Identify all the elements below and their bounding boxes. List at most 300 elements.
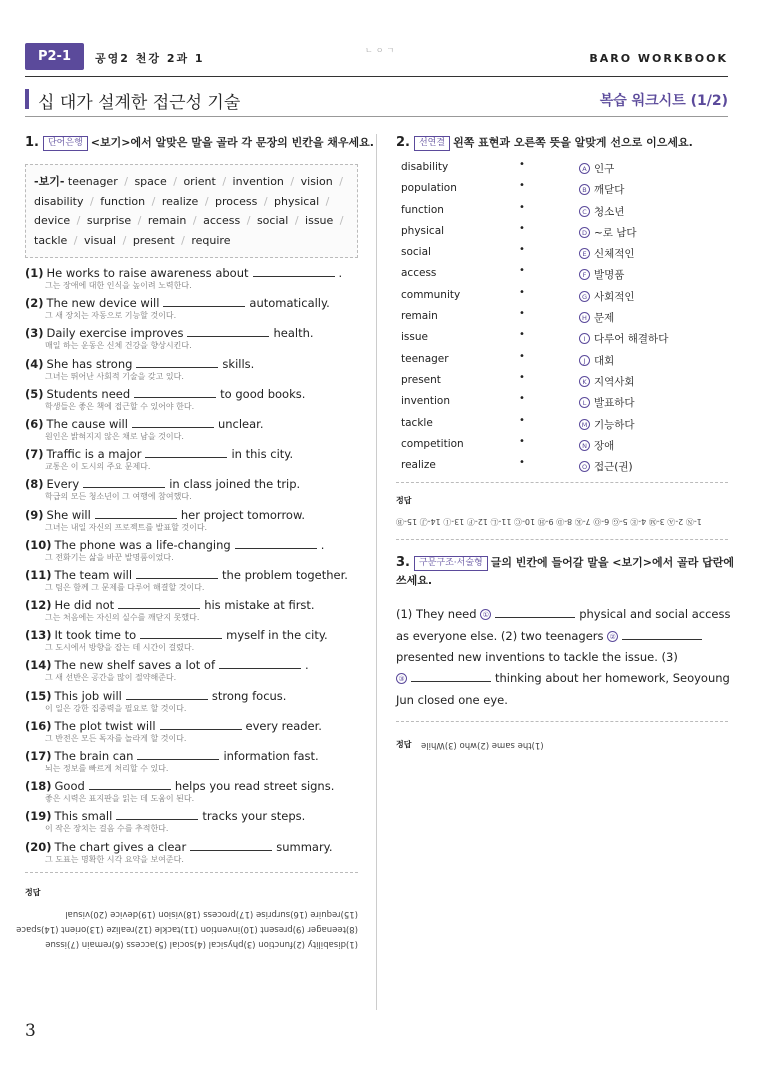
word-bank-word: invention xyxy=(232,175,284,188)
match-dot[interactable]: • xyxy=(519,286,525,298)
item-sentence xyxy=(25,689,358,704)
item-translation: 그 새 선반은 공간을 많이 절약해준다. xyxy=(45,673,177,683)
item-sentence xyxy=(25,357,358,372)
answer-blank[interactable] xyxy=(136,569,218,579)
matching-row xyxy=(396,456,728,477)
item-number: (15) xyxy=(25,688,52,703)
item-text-before: He works to raise awareness about xyxy=(46,266,249,280)
item-sentence xyxy=(25,417,358,432)
matching-row xyxy=(396,201,728,222)
item-sentence xyxy=(25,538,358,553)
word-bank-word: realize xyxy=(161,194,199,208)
item-number: (14) xyxy=(25,658,52,673)
word-separator: / xyxy=(173,175,177,188)
item-translation: 그는 처음에는 자신의 실수를 깨닫지 못했다. xyxy=(45,613,200,623)
match-meaning: 청소년 xyxy=(594,205,625,218)
match-word: population xyxy=(401,182,457,195)
match-letter[interactable]: D xyxy=(579,227,590,238)
word-separator: / xyxy=(73,233,78,247)
word-separator: / xyxy=(246,214,251,227)
title-accent xyxy=(25,89,29,109)
item-sentence xyxy=(25,719,358,734)
page-title: 십 대가 설계한 접근성 기술 xyxy=(38,93,241,113)
matching-row xyxy=(396,435,728,456)
word-bank-word: physical xyxy=(274,194,320,208)
column-divider xyxy=(376,134,377,1010)
answer-blank[interactable] xyxy=(160,720,242,730)
word-separator: / xyxy=(76,214,81,227)
word-bank-word: space xyxy=(134,175,167,188)
item-text-before: The plot twist will xyxy=(54,718,156,733)
blank-1[interactable] xyxy=(495,608,575,618)
match-meaning: 기능하다 xyxy=(594,418,635,431)
match-letter[interactable]: J xyxy=(579,355,590,366)
fill-blank-item xyxy=(25,840,358,870)
matching-row xyxy=(396,222,728,243)
answer-key-3 xyxy=(396,732,728,751)
blank-number: ② xyxy=(607,631,618,642)
match-dot[interactable]: • xyxy=(519,201,525,213)
answer-blank[interactable] xyxy=(126,690,208,700)
item-text-after: in this city. xyxy=(231,447,294,462)
passage-text: Jun closed one eye. xyxy=(396,692,508,707)
item-translation: 그 도표는 명확한 시각 요약을 보여준다. xyxy=(45,854,184,864)
word-bank-word: surprise xyxy=(86,214,132,227)
word-separator: / xyxy=(222,175,227,188)
matching-list xyxy=(396,158,728,477)
fill-blank-item xyxy=(25,658,358,688)
answer-blank[interactable] xyxy=(136,358,218,368)
match-dot[interactable]: • xyxy=(519,244,525,256)
blank-2[interactable] xyxy=(622,630,702,640)
item-text-before: The brain can xyxy=(54,749,134,763)
blank-3[interactable] xyxy=(411,672,491,682)
match-dot[interactable]: • xyxy=(519,180,525,192)
item-translation: 매일 하는 운동은 신체 건강을 향상시킨다. xyxy=(45,341,192,351)
question-2-header xyxy=(396,134,728,152)
item-number: (19) xyxy=(25,809,52,824)
match-letter[interactable]: I xyxy=(579,333,590,344)
match-dot[interactable]: • xyxy=(519,222,525,234)
match-word: realize xyxy=(401,459,436,472)
brand-label: BARO WORKBOOK xyxy=(589,52,728,65)
item-text-before: The new shelf saves a lot of xyxy=(54,658,215,673)
question-1-items xyxy=(25,266,358,870)
match-dot[interactable]: • xyxy=(519,329,525,341)
question-1-header xyxy=(25,134,374,152)
item-text-after: information fast. xyxy=(223,749,319,763)
match-letter[interactable]: A xyxy=(579,163,590,174)
item-text-after: summary. xyxy=(276,839,333,854)
match-word: competition xyxy=(401,437,464,450)
match-word: community xyxy=(401,288,461,301)
item-text-after: his mistake at first. xyxy=(204,598,315,613)
question-3-header xyxy=(396,554,735,572)
answer-line: (15)require (16)surprise (17)process (18)vision (19)device (20)visual xyxy=(65,908,358,919)
match-meaning: 깨닫다 xyxy=(594,184,625,197)
fill-blank-item xyxy=(25,266,358,296)
item-text-after: . xyxy=(320,537,325,552)
item-number: (2) xyxy=(25,296,44,311)
match-word: teenager xyxy=(401,352,449,365)
item-number: (12) xyxy=(25,598,52,613)
match-letter[interactable]: B xyxy=(579,184,590,195)
item-sentence xyxy=(25,568,358,583)
match-letter[interactable]: K xyxy=(579,376,590,387)
item-number: (20) xyxy=(25,839,52,854)
answer-divider xyxy=(396,721,728,722)
matching-row xyxy=(396,158,728,179)
match-dot[interactable]: • xyxy=(519,159,525,170)
fill-blank-item xyxy=(25,628,358,658)
title-rule xyxy=(25,116,728,117)
item-text-before: She will xyxy=(46,507,91,522)
item-sentence xyxy=(25,266,358,281)
item-translation: 그 반전은 모든 독자를 놀라게 할 것이다. xyxy=(45,733,187,743)
item-sentence xyxy=(25,628,358,643)
item-sentence xyxy=(25,296,358,311)
answer-divider xyxy=(25,872,358,873)
match-word: issue xyxy=(401,331,428,344)
passage-text: presented new inventions to tackle the issue. (3) xyxy=(396,650,678,665)
fill-blank-item xyxy=(25,538,358,568)
blank-number: ③ xyxy=(396,673,407,684)
word-separator: / xyxy=(137,214,142,227)
fill-blank-item xyxy=(25,568,358,598)
answer-line: (1)disability (2)function (3)physical (4)social (5)access (6)remain (7)issue xyxy=(45,938,358,949)
matching-row xyxy=(396,350,728,371)
matching-row xyxy=(396,243,728,264)
item-text-before: This small xyxy=(54,809,113,824)
item-sentence xyxy=(25,326,358,341)
unit-tag: P2-1 xyxy=(25,43,84,70)
match-letter[interactable]: C xyxy=(579,206,590,217)
match-word: access xyxy=(401,267,437,280)
item-text-after: automatically. xyxy=(249,296,330,311)
item-text-after: every reader. xyxy=(245,718,322,733)
match-letter[interactable]: L xyxy=(579,397,590,408)
course-label: 공영2 천강 2과 1 xyxy=(95,52,205,65)
item-number: (18) xyxy=(25,779,52,794)
fill-blank-item xyxy=(25,387,358,417)
fill-blank-item xyxy=(25,809,358,839)
item-text-after: unclear. xyxy=(217,416,264,431)
answer-key-2: 1-Ⓝ 2-Ⓐ 3-Ⓜ 4-Ⓔ 5-Ⓖ 6-Ⓞ 7-Ⓚ 8-Ⓓ 9-Ⓗ 10-Ⓒ 11-Ⓛ 12-Ⓕ 13-Ⓘ 14-Ⓙ 15-Ⓑ xyxy=(396,517,702,527)
fill-blank-item xyxy=(25,296,358,326)
passage-text: physical and social access xyxy=(579,607,731,622)
matching-row xyxy=(396,371,728,392)
answer-label: 정답 xyxy=(396,496,412,506)
match-dot[interactable]: • xyxy=(519,350,525,362)
item-text-before: The chart gives a clear xyxy=(54,839,187,854)
item-translation: 교통은 이 도시의 주요 문제다. xyxy=(45,462,151,472)
item-number: (4) xyxy=(25,356,44,371)
item-sentence xyxy=(25,809,358,824)
fill-blank-item xyxy=(25,477,358,507)
item-translation: 이 일은 강한 집중력을 필요로 할 것이다. xyxy=(45,703,187,713)
answer-label: 정답 xyxy=(25,887,41,897)
match-letter[interactable]: H xyxy=(579,312,590,323)
match-meaning: 다루어 해결하다 xyxy=(594,333,669,346)
word-separator: / xyxy=(151,194,156,208)
match-meaning: 사회적인 xyxy=(594,290,635,303)
question-number: 1. xyxy=(25,135,39,150)
match-word: function xyxy=(401,203,444,216)
item-number: (3) xyxy=(25,326,44,341)
word-bank-word: remain xyxy=(147,214,187,227)
matching-row xyxy=(396,414,728,435)
item-translation: 그녀는 내일 자신의 프로젝트를 발표할 것이다. xyxy=(45,522,208,532)
section-divider xyxy=(396,539,728,540)
matching-row xyxy=(396,392,728,413)
item-number: (9) xyxy=(25,507,44,522)
answer-blank[interactable] xyxy=(235,539,317,549)
item-text-before: The phone was a life-changing xyxy=(54,537,231,552)
match-word: physical xyxy=(401,224,445,237)
match-dot[interactable]: • xyxy=(519,393,525,405)
matching-row xyxy=(396,307,728,328)
match-dot[interactable]: • xyxy=(519,435,525,447)
item-text-after: the problem together. xyxy=(222,567,348,582)
match-meaning: ~로 남다 xyxy=(594,226,637,239)
item-sentence xyxy=(25,447,358,462)
word-bank-word: require xyxy=(191,233,231,247)
item-text-before: Good xyxy=(54,779,85,794)
item-number: (6) xyxy=(25,416,44,431)
answer-label: 정답 xyxy=(396,739,412,749)
answer-blank[interactable] xyxy=(163,297,245,307)
word-separator: / xyxy=(124,175,128,188)
word-bank-word: tackle xyxy=(34,233,68,247)
item-text-before: Daily exercise improves xyxy=(46,326,184,341)
word-bank-label: -보기- xyxy=(34,175,65,188)
answer-blank[interactable] xyxy=(83,478,165,488)
word-bank-word: teenager xyxy=(67,175,118,188)
item-text-after: health. xyxy=(273,326,314,341)
item-translation: 그 팀은 함께 그 문제를 다루어 해결할 것이다. xyxy=(45,582,205,592)
word-bank-word: access xyxy=(203,214,241,227)
word-bank-word: social xyxy=(256,214,289,227)
item-number: (8) xyxy=(25,477,44,492)
item-text-after: . xyxy=(338,266,343,280)
answer-blank[interactable] xyxy=(118,599,200,609)
item-number: (13) xyxy=(25,628,52,643)
answer-divider xyxy=(396,482,728,483)
match-word: disability xyxy=(401,161,449,173)
item-sentence xyxy=(25,658,358,673)
question-1 xyxy=(16,134,374,951)
match-letter[interactable]: G xyxy=(579,291,590,302)
match-dot[interactable]: • xyxy=(519,265,525,277)
page-subtitle: 복습 워크시트 (1/2) xyxy=(599,93,728,109)
answer-blank[interactable] xyxy=(89,780,171,790)
answer-blank[interactable] xyxy=(140,629,222,639)
answer-blank[interactable] xyxy=(134,388,216,398)
header-mark: ㄴㅇㄱ xyxy=(365,46,398,55)
item-text-after: helps you read street signs. xyxy=(174,779,335,794)
match-letter[interactable]: E xyxy=(579,248,590,259)
item-text-after: her project tomorrow. xyxy=(180,507,305,522)
match-dot[interactable]: • xyxy=(519,414,525,426)
passage-text: thinking about her homework, Seoyoung xyxy=(495,671,730,686)
fill-blank-item xyxy=(25,357,358,387)
item-text-after: to good books. xyxy=(220,386,306,401)
matching-row xyxy=(396,179,728,200)
word-separator: / xyxy=(325,194,330,208)
word-bank-word: process xyxy=(215,194,258,208)
fill-blank-item xyxy=(25,417,358,447)
item-text-before: Every xyxy=(46,477,80,492)
item-translation: 좋은 시력은 표지판을 읽는 데 도움이 된다. xyxy=(45,794,195,804)
question-3 xyxy=(396,554,735,750)
word-bank-word: visual xyxy=(84,233,117,247)
item-sentence xyxy=(25,779,358,794)
item-number: (11) xyxy=(25,567,52,582)
match-meaning: 지역사회 xyxy=(594,375,635,388)
item-translation: 원인은 밝혀지지 않은 채로 남을 것이다. xyxy=(45,431,184,441)
item-text-after: myself in the city. xyxy=(226,628,328,643)
page-header xyxy=(25,43,728,75)
item-text-before: It took time to xyxy=(54,628,137,643)
word-bank-word: disability xyxy=(34,194,84,208)
match-meaning: 접근(권) xyxy=(594,461,633,474)
word-separator: / xyxy=(290,175,295,188)
fill-blank-item xyxy=(25,779,358,809)
answer-blank[interactable] xyxy=(190,841,272,851)
fill-blank-item xyxy=(25,749,358,779)
match-word: tackle xyxy=(401,416,433,429)
item-text-after: tracks your steps. xyxy=(202,809,306,824)
word-separator: / xyxy=(339,175,343,188)
match-meaning: 문제 xyxy=(594,312,615,325)
matching-row xyxy=(396,286,728,307)
matching-row xyxy=(396,328,728,349)
question-instruction: 글의 빈칸에 들어갈 말을 <보기>에서 골라 답란에 xyxy=(490,556,735,570)
answer-blank[interactable] xyxy=(137,750,219,760)
item-text-before: He did not xyxy=(54,598,115,613)
answer-blank[interactable] xyxy=(187,327,269,337)
item-text-after: skills. xyxy=(222,356,255,371)
right-column xyxy=(396,134,735,751)
match-word: social xyxy=(401,246,431,259)
blank-number: ① xyxy=(480,609,491,620)
item-number: (5) xyxy=(25,386,44,401)
word-separator: / xyxy=(181,233,185,247)
item-number: (1) xyxy=(25,266,44,280)
fill-blank-item xyxy=(25,447,358,477)
question-instruction: <보기>에서 알맞은 말을 골라 각 문장의 빈칸을 채우세요. xyxy=(90,136,374,149)
item-translation: 그 새 장치는 자동으로 기능할 것이다. xyxy=(45,311,177,321)
item-text-before: Students need xyxy=(46,386,131,401)
item-sentence xyxy=(25,477,358,492)
fill-blank-item xyxy=(25,689,358,719)
match-dot[interactable]: • xyxy=(519,371,525,383)
item-sentence xyxy=(25,840,358,855)
match-meaning: 장애 xyxy=(594,439,615,452)
item-sentence xyxy=(25,749,358,764)
item-translation: 학생들은 좋은 책에 접근할 수 있어야 한다. xyxy=(45,401,195,411)
matching-row xyxy=(396,264,728,285)
match-dot[interactable]: • xyxy=(519,457,525,469)
match-letter[interactable]: N xyxy=(579,440,590,451)
item-text-after: in class joined the trip. xyxy=(169,477,301,492)
answer-blank[interactable] xyxy=(132,418,214,428)
match-word: invention xyxy=(401,395,451,408)
item-text-before: This job will xyxy=(54,688,122,703)
item-translation: 학급의 모든 청소년이 그 여행에 참여했다. xyxy=(45,492,192,502)
question-tag: 단어은행 xyxy=(43,136,88,151)
answer-text: (1)the same (2)who (3)While xyxy=(420,739,544,750)
word-separator: / xyxy=(89,194,94,208)
item-translation: 그는 장애에 대한 인식을 높이려 노력한다. xyxy=(45,281,192,290)
passage-text: as everyone else. (2) two teenagers xyxy=(396,628,604,643)
passage-text: (1) They need xyxy=(396,607,477,622)
item-text-before: The cause will xyxy=(46,416,128,431)
item-text-before: The team will xyxy=(54,567,133,582)
question-number: 2. xyxy=(396,135,410,150)
item-sentence xyxy=(25,508,358,523)
page-number: 3 xyxy=(25,1021,36,1041)
item-number: (16) xyxy=(25,718,52,733)
question-instruction: 왼쪽 표현과 오른쪽 뜻을 알맞게 선으로 이으세요. xyxy=(453,136,693,149)
question-tag: 선연결 xyxy=(414,136,450,151)
item-number: (17) xyxy=(25,749,52,763)
question-3-passage xyxy=(396,604,731,710)
item-sentence xyxy=(25,598,358,613)
item-number: (7) xyxy=(25,447,44,462)
word-separator: / xyxy=(204,194,209,208)
question-instruction-cont: 쓰세요. xyxy=(396,574,433,588)
word-bank-word: present xyxy=(132,233,175,247)
word-bank-word: orient xyxy=(183,175,216,188)
title-bar xyxy=(25,88,728,114)
word-separator: / xyxy=(294,214,299,227)
item-translation: 이 작은 장치는 걸음 수를 추적한다. xyxy=(45,824,169,834)
item-text-before: The new device will xyxy=(46,296,160,311)
item-text-before: Traffic is a major xyxy=(46,447,142,462)
word-separator: / xyxy=(263,194,268,208)
word-bank-word: device xyxy=(34,214,71,227)
match-letter[interactable]: O xyxy=(579,461,590,472)
question-tag: 구문구조·서술형 xyxy=(414,556,488,571)
item-number: (10) xyxy=(25,537,52,552)
item-text-after: . xyxy=(305,658,309,673)
answer-blank[interactable] xyxy=(253,267,335,277)
match-dot[interactable]: • xyxy=(519,308,525,320)
fill-blank-item xyxy=(25,326,358,356)
item-translation: 그 도시에서 방향을 잡는 데 시간이 걸렸다. xyxy=(45,643,195,653)
answer-blank[interactable] xyxy=(116,810,198,820)
answer-blank[interactable] xyxy=(95,509,177,519)
fill-blank-item xyxy=(25,719,358,749)
item-translation: 뇌는 정보를 빠르게 처리할 수 있다. xyxy=(45,764,169,773)
question-number: 3. xyxy=(396,555,410,571)
item-text-before: She has strong xyxy=(46,356,133,371)
match-word: remain xyxy=(401,310,438,323)
word-separator: / xyxy=(192,214,197,227)
match-meaning: 인구 xyxy=(594,163,615,175)
word-bank-box xyxy=(25,164,358,258)
match-letter[interactable]: F xyxy=(579,269,590,280)
answer-blank[interactable] xyxy=(145,448,227,458)
word-separator: / xyxy=(339,214,344,227)
match-letter[interactable]: M xyxy=(579,419,590,430)
header-rule xyxy=(25,76,728,77)
answer-line: (8)teenager (9)present (10)invention (11)tackle (12)realize (13)orient (14)space xyxy=(16,923,358,934)
answer-blank[interactable] xyxy=(219,659,301,669)
match-meaning: 발표하다 xyxy=(594,397,635,410)
match-meaning: 발명품 xyxy=(594,269,625,282)
